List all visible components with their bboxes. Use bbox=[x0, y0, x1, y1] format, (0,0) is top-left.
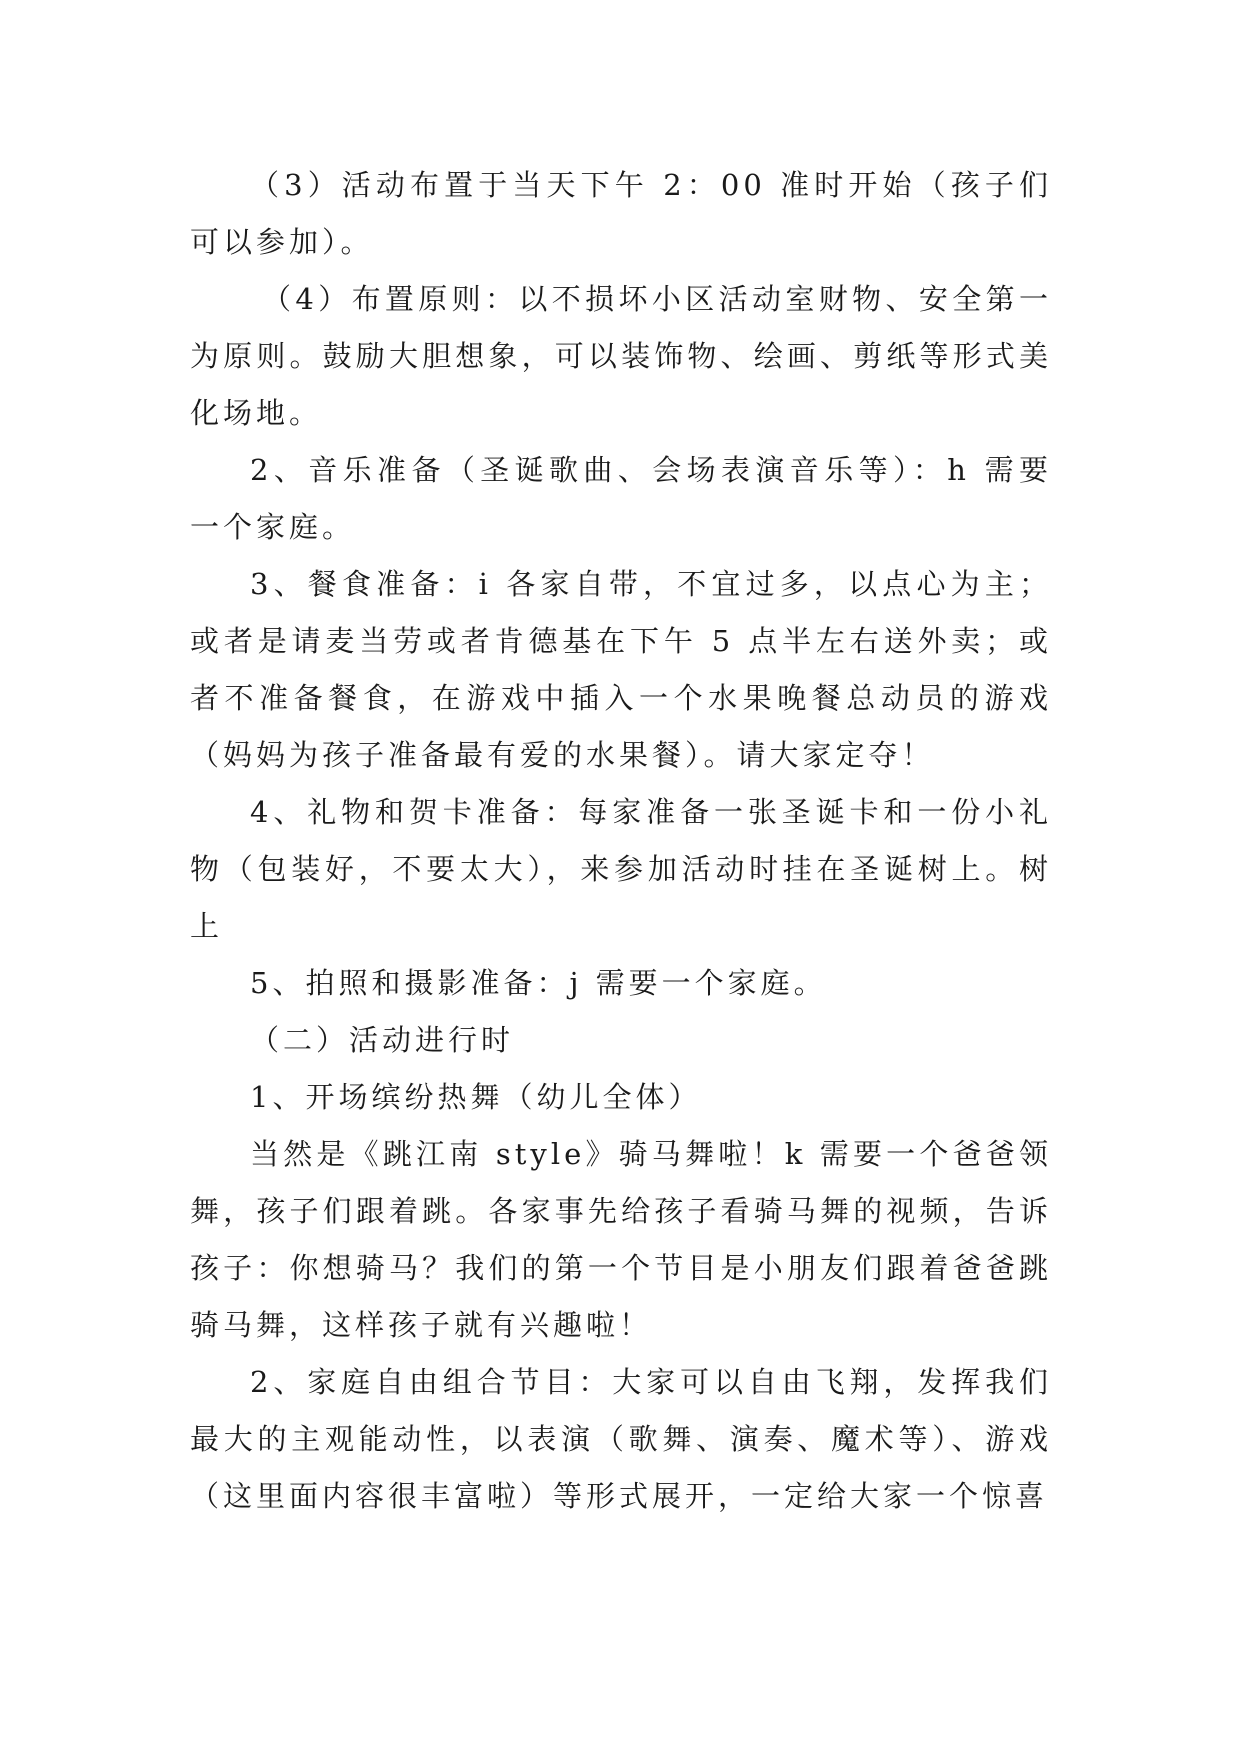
paragraph-meal-preparation: 3、餐食准备：i 各家自带，不宜过多，以点心为主；或者是请麦当劳或者肯德基在下午 5 点半左右送外卖；或者不准备餐食，在游戏中插入一个水果晚餐总动员的游戏（妈妈为孩子准备最有爱的水果餐）。请大家定夺！ bbox=[190, 567, 1052, 772]
paragraph-activity-setup-time: （3）活动布置于当天下午 2：00 准时开始（孩子们可以参加）。 bbox=[190, 168, 1052, 259]
paragraph-family-programs: 2、家庭自由组合节目：大家可以自由飞翔，发挥我们最大的主观能动性，以表演（歌舞、演奏、魔术等）、游戏（这里面内容很丰富啦）等形式展开，一定给大家一个惊喜 bbox=[190, 1365, 1052, 1513]
section-heading-activity-in-progress: （二）活动进行时 bbox=[250, 1023, 515, 1057]
paragraph-setup-principles: （4）布置原则：以不损坏小区活动室财物、安全第一为原则。鼓励大胆想象，可以装饰物、绘画、剪纸等形式美化场地。 bbox=[190, 282, 1052, 430]
paragraph-horse-dance-details: 当然是《跳江南 style》骑马舞啦！k 需要一个爸爸领舞，孩子们跟着跳。各家事先给孩子看骑马舞的视频，告诉孩子：你想骑马？我们的第一个节目是小朋友们跟着爸爸跳骑马舞，这样孩子就有兴趣啦！ bbox=[190, 1137, 1052, 1342]
paragraph-music-preparation: 2、音乐准备（圣诞歌曲、会场表演音乐等）：h 需要一个家庭。 bbox=[190, 453, 1052, 544]
paragraph-gift-card-preparation: 4、礼物和贺卡准备：每家准备一张圣诞卡和一份小礼物（包装好，不要太大），来参加活动时挂在圣诞树上。树上 bbox=[190, 795, 1052, 943]
paragraph-photo-preparation: 5、拍照和摄影准备：j 需要一个家庭。 bbox=[250, 966, 827, 1000]
paragraph-opening-dance: 1、开场缤纷热舞（幼儿全体） bbox=[250, 1080, 702, 1114]
